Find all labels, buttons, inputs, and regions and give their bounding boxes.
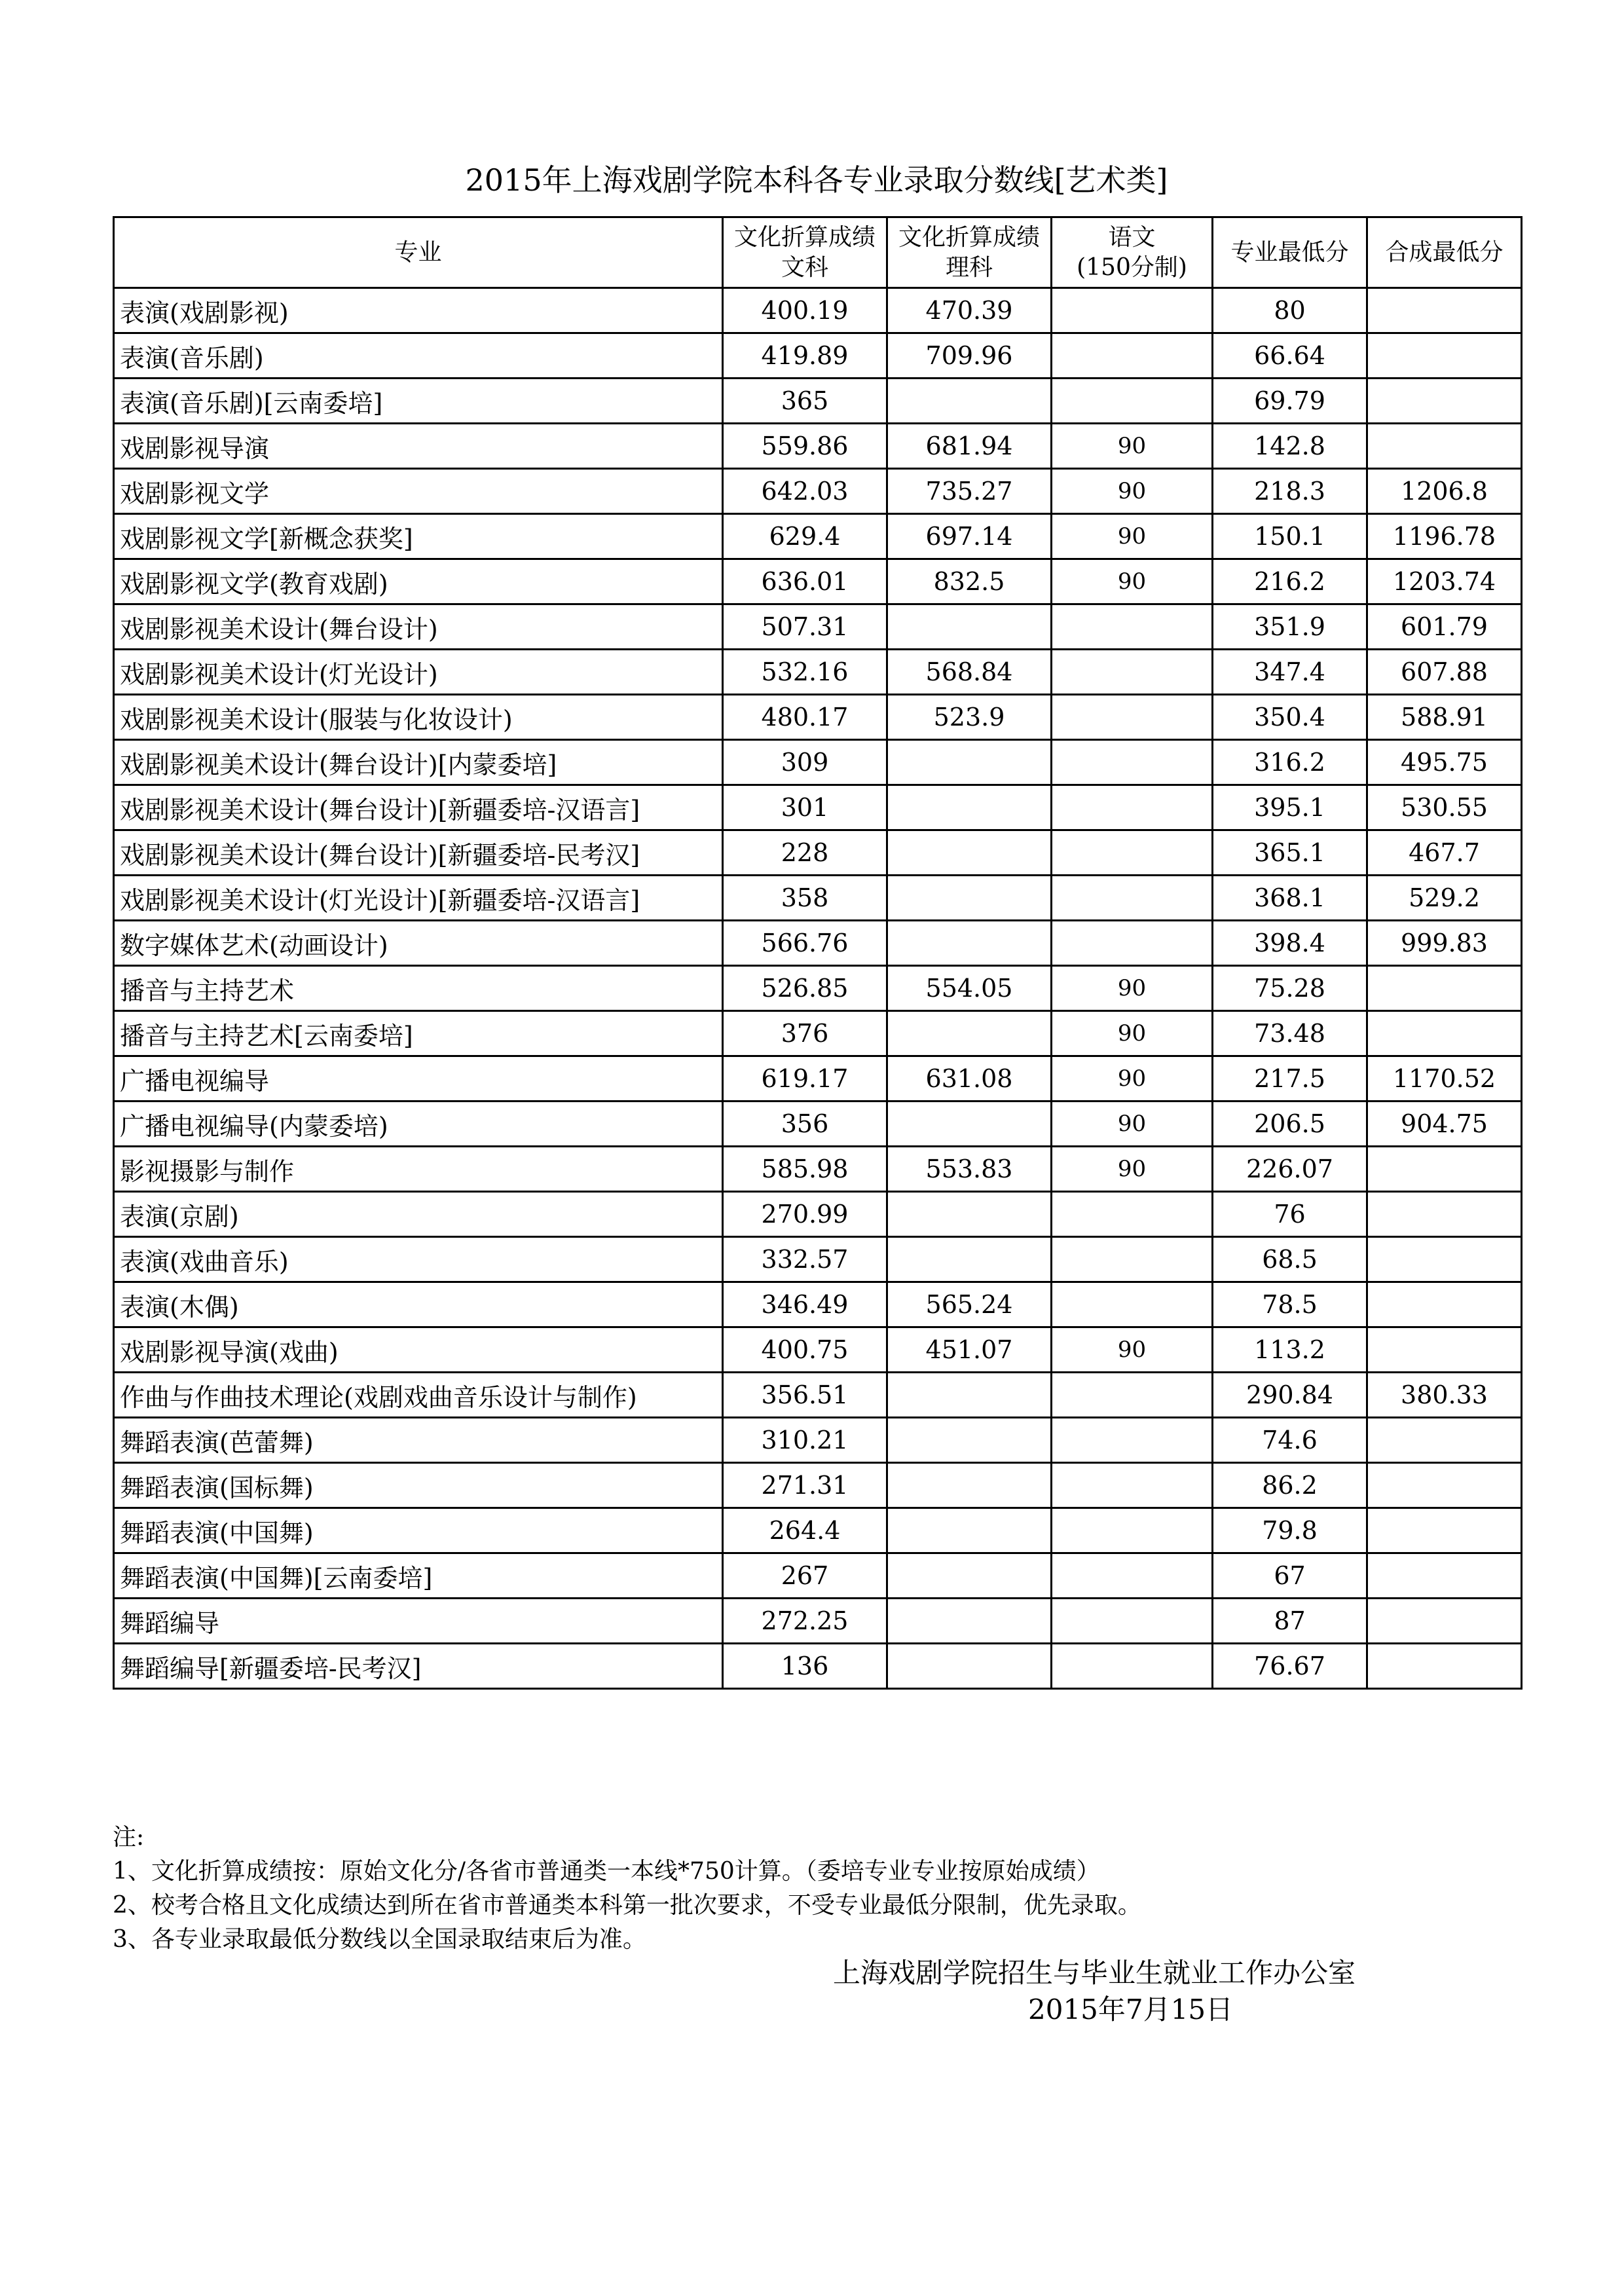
cell-like-score [887, 785, 1052, 830]
cell-major-min: 76.67 [1213, 1644, 1367, 1689]
cell-major-min: 87 [1213, 1599, 1367, 1644]
cell-wenke-score: 419.89 [723, 333, 887, 379]
table-row [114, 559, 1522, 604]
table-row [114, 1011, 1522, 1056]
cell-like-score: 832.5 [887, 559, 1052, 604]
table-row [114, 333, 1522, 379]
cell-combined-min: 601.79 [1367, 604, 1522, 650]
cell-major: 戏剧影视美术设计(灯光设计)[新疆委培-汉语言] [114, 876, 723, 921]
table-row [114, 1282, 1522, 1327]
cell-chinese-score [1052, 740, 1213, 785]
cell-major-min: 76 [1213, 1192, 1367, 1237]
cell-major-min: 350.4 [1213, 695, 1367, 740]
cell-combined-min [1367, 1644, 1522, 1689]
header-like-score: 文化折算成绩 理科 [887, 217, 1052, 288]
cell-wenke-score: 636.01 [723, 559, 887, 604]
cell-major: 舞蹈表演(芭蕾舞) [114, 1418, 723, 1463]
cell-chinese-score [1052, 830, 1213, 876]
cell-major: 表演(音乐剧) [114, 333, 723, 379]
cell-like-score [887, 740, 1052, 785]
cell-major: 舞蹈编导 [114, 1599, 723, 1644]
page-title: 2015年上海戏剧学院本科各专业录取分数线[艺术类] [465, 162, 1168, 198]
cell-major-min: 398.4 [1213, 921, 1367, 966]
cell-major-min: 80 [1213, 288, 1367, 333]
cell-chinese-score [1052, 1237, 1213, 1282]
cell-wenke-score: 271.31 [723, 1463, 887, 1508]
cell-major-min: 113.2 [1213, 1327, 1367, 1373]
cell-major: 戏剧影视文学[新概念获奖] [114, 514, 723, 559]
table-row [114, 1508, 1522, 1553]
cell-combined-min [1367, 1192, 1522, 1237]
cell-chinese-score: 90 [1052, 1011, 1213, 1056]
cell-chinese-score: 90 [1052, 514, 1213, 559]
cell-major-min: 75.28 [1213, 966, 1367, 1011]
cell-combined-min: 607.88 [1367, 650, 1522, 695]
cell-combined-min [1367, 1237, 1522, 1282]
cell-wenke-score: 559.86 [723, 424, 887, 469]
table-row [114, 650, 1522, 695]
cell-like-score [887, 1644, 1052, 1689]
cell-combined-min [1367, 1011, 1522, 1056]
cell-like-score [887, 1102, 1052, 1147]
table-row [114, 695, 1522, 740]
cell-wenke-score: 301 [723, 785, 887, 830]
table-header-row [114, 217, 1522, 288]
cell-combined-min [1367, 288, 1522, 333]
table-row [114, 288, 1522, 333]
table-row [114, 1327, 1522, 1373]
cell-major-min: 86.2 [1213, 1463, 1367, 1508]
table-row [114, 1192, 1522, 1237]
cell-major: 戏剧影视导演(戏曲) [114, 1327, 723, 1373]
cell-major: 表演(戏剧影视) [114, 288, 723, 333]
cell-like-score: 697.14 [887, 514, 1052, 559]
cell-combined-min [1367, 1418, 1522, 1463]
cell-like-score: 681.94 [887, 424, 1052, 469]
header-major: 专业 [114, 217, 723, 288]
cell-like-score [887, 1237, 1052, 1282]
cell-chinese-score [1052, 1418, 1213, 1463]
cell-major: 表演(京剧) [114, 1192, 723, 1237]
table-row [114, 604, 1522, 650]
cell-combined-min [1367, 1599, 1522, 1644]
cell-like-score [887, 1373, 1052, 1418]
cell-like-score: 451.07 [887, 1327, 1052, 1373]
cell-wenke-score: 526.85 [723, 966, 887, 1011]
cell-chinese-score [1052, 604, 1213, 650]
cell-like-score [887, 1599, 1052, 1644]
cell-major-min: 68.5 [1213, 1237, 1367, 1282]
cell-chinese-score [1052, 1553, 1213, 1599]
cell-chinese-score: 90 [1052, 1102, 1213, 1147]
cell-combined-min [1367, 1553, 1522, 1599]
table-row [114, 1373, 1522, 1418]
cell-wenke-score: 267 [723, 1553, 887, 1599]
cell-major: 舞蹈编导[新疆委培-民考汉] [114, 1644, 723, 1689]
cell-wenke-score: 480.17 [723, 695, 887, 740]
cell-chinese-score [1052, 785, 1213, 830]
table-row [114, 469, 1522, 514]
cell-combined-min: 999.83 [1367, 921, 1522, 966]
cell-like-score [887, 830, 1052, 876]
cell-wenke-score: 272.25 [723, 1599, 887, 1644]
cell-combined-min [1367, 1282, 1522, 1327]
cell-chinese-score [1052, 1508, 1213, 1553]
table-row [114, 1418, 1522, 1463]
cell-major-min: 365.1 [1213, 830, 1367, 876]
header-wenke-score: 文化折算成绩 文科 [723, 217, 887, 288]
cell-major: 戏剧影视美术设计(服装与化妆设计) [114, 695, 723, 740]
cell-wenke-score: 346.49 [723, 1282, 887, 1327]
table-row [114, 1056, 1522, 1102]
cell-major: 戏剧影视美术设计(舞台设计)[内蒙委培] [114, 740, 723, 785]
cell-major-min: 218.3 [1213, 469, 1367, 514]
cell-wenke-score: 356 [723, 1102, 887, 1147]
cell-major: 作曲与作曲技术理论(戏剧戏曲音乐设计与制作) [114, 1373, 723, 1418]
cell-major-min: 290.84 [1213, 1373, 1367, 1418]
cell-chinese-score: 90 [1052, 966, 1213, 1011]
table-row [114, 424, 1522, 469]
cell-like-score [887, 921, 1052, 966]
table-row [114, 830, 1522, 876]
cell-major: 戏剧影视美术设计(灯光设计) [114, 650, 723, 695]
cell-wenke-score: 136 [723, 1644, 887, 1689]
cell-like-score [887, 1192, 1052, 1237]
cell-like-score [887, 1508, 1052, 1553]
cell-major: 广播电视编导 [114, 1056, 723, 1102]
cell-major-min: 217.5 [1213, 1056, 1367, 1102]
cell-major: 舞蹈表演(中国舞) [114, 1508, 723, 1553]
cell-major-min: 395.1 [1213, 785, 1367, 830]
table-row [114, 966, 1522, 1011]
cell-major: 戏剧影视美术设计(舞台设计)[新疆委培-民考汉] [114, 830, 723, 876]
cell-major-min: 316.2 [1213, 740, 1367, 785]
header-major-min: 专业最低分 [1213, 217, 1367, 288]
table-row [114, 740, 1522, 785]
cell-major-min: 216.2 [1213, 559, 1367, 604]
cell-wenke-score: 332.57 [723, 1237, 887, 1282]
cell-combined-min [1367, 1147, 1522, 1192]
cell-chinese-score: 90 [1052, 424, 1213, 469]
cell-wenke-score: 310.21 [723, 1418, 887, 1463]
cell-chinese-score [1052, 333, 1213, 379]
cell-like-score [887, 1418, 1052, 1463]
table-row [114, 1237, 1522, 1282]
table-row [114, 1644, 1522, 1689]
issuing-office: 上海戏剧学院招生与毕业生就业工作办公室 [833, 1957, 1356, 1989]
cell-major-min: 206.5 [1213, 1102, 1367, 1147]
cell-major: 广播电视编导(内蒙委培) [114, 1102, 723, 1147]
cell-like-score: 568.84 [887, 650, 1052, 695]
table-body [114, 288, 1522, 1689]
cell-major: 舞蹈表演(中国舞)[云南委培] [114, 1553, 723, 1599]
table-row [114, 785, 1522, 830]
cell-chinese-score: 90 [1052, 1147, 1213, 1192]
cell-major-min: 73.48 [1213, 1011, 1367, 1056]
cell-chinese-score [1052, 1282, 1213, 1327]
cell-major-min: 226.07 [1213, 1147, 1367, 1192]
cell-combined-min [1367, 1463, 1522, 1508]
cell-major: 戏剧影视导演 [114, 424, 723, 469]
cell-wenke-score: 264.4 [723, 1508, 887, 1553]
cell-chinese-score [1052, 921, 1213, 966]
cell-major: 戏剧影视文学 [114, 469, 723, 514]
cell-wenke-score: 365 [723, 379, 887, 424]
admission-score-table [113, 216, 1522, 1690]
notes-heading: 注: [113, 1824, 145, 1851]
cell-combined-min: 904.75 [1367, 1102, 1522, 1147]
cell-wenke-score: 507.31 [723, 604, 887, 650]
cell-chinese-score [1052, 1192, 1213, 1237]
header-combined-min: 合成最低分 [1367, 217, 1522, 288]
cell-major: 播音与主持艺术 [114, 966, 723, 1011]
table-row [114, 1102, 1522, 1147]
cell-major-min: 351.9 [1213, 604, 1367, 650]
cell-wenke-score: 619.17 [723, 1056, 887, 1102]
cell-major: 表演(音乐剧)[云南委培] [114, 379, 723, 424]
cell-major-min: 78.5 [1213, 1282, 1367, 1327]
cell-major-min: 79.8 [1213, 1508, 1367, 1553]
table-row [114, 1553, 1522, 1599]
table-row [114, 514, 1522, 559]
cell-major-min: 142.8 [1213, 424, 1367, 469]
cell-combined-min [1367, 424, 1522, 469]
cell-like-score: 470.39 [887, 288, 1052, 333]
cell-wenke-score: 629.4 [723, 514, 887, 559]
cell-chinese-score [1052, 288, 1213, 333]
cell-wenke-score: 566.76 [723, 921, 887, 966]
cell-chinese-score [1052, 1463, 1213, 1508]
table-row [114, 379, 1522, 424]
cell-combined-min [1367, 966, 1522, 1011]
cell-major: 戏剧影视美术设计(舞台设计) [114, 604, 723, 650]
cell-combined-min: 588.91 [1367, 695, 1522, 740]
cell-wenke-score: 585.98 [723, 1147, 887, 1192]
cell-major: 舞蹈表演(国标舞) [114, 1463, 723, 1508]
cell-major: 戏剧影视文学(教育戏剧) [114, 559, 723, 604]
cell-major: 影视摄影与制作 [114, 1147, 723, 1192]
cell-chinese-score: 90 [1052, 1327, 1213, 1373]
signature-block [833, 1955, 1422, 2028]
cell-combined-min [1367, 333, 1522, 379]
cell-wenke-score: 356.51 [723, 1373, 887, 1418]
cell-combined-min: 1206.8 [1367, 469, 1522, 514]
cell-wenke-score: 400.19 [723, 288, 887, 333]
cell-wenke-score: 642.03 [723, 469, 887, 514]
cell-major-min: 66.64 [1213, 333, 1367, 379]
cell-combined-min: 1196.78 [1367, 514, 1522, 559]
cell-major: 表演(木偶) [114, 1282, 723, 1327]
table-row [114, 921, 1522, 966]
cell-combined-min: 1170.52 [1367, 1056, 1522, 1102]
cell-chinese-score: 90 [1052, 559, 1213, 604]
cell-combined-min: 529.2 [1367, 876, 1522, 921]
cell-combined-min: 1203.74 [1367, 559, 1522, 604]
cell-like-score: 565.24 [887, 1282, 1052, 1327]
cell-major: 播音与主持艺术[云南委培] [114, 1011, 723, 1056]
cell-wenke-score: 270.99 [723, 1192, 887, 1237]
cell-chinese-score [1052, 1599, 1213, 1644]
cell-like-score [887, 379, 1052, 424]
cell-chinese-score [1052, 650, 1213, 695]
cell-like-score [887, 1553, 1052, 1599]
cell-major: 数字媒体艺术(动画设计) [114, 921, 723, 966]
cell-major: 戏剧影视美术设计(舞台设计)[新疆委培-汉语言] [114, 785, 723, 830]
table-row [114, 1463, 1522, 1508]
cell-combined-min [1367, 1327, 1522, 1373]
cell-major-min: 347.4 [1213, 650, 1367, 695]
cell-major-min: 74.6 [1213, 1418, 1367, 1463]
cell-major-min: 150.1 [1213, 514, 1367, 559]
cell-major-min: 69.79 [1213, 379, 1367, 424]
cell-major-min: 67 [1213, 1553, 1367, 1599]
note-item: 3、各专业录取最低分数线以全国录取结束后为准。 [113, 1926, 646, 1953]
cell-combined-min [1367, 379, 1522, 424]
cell-major-min: 368.1 [1213, 876, 1367, 921]
cell-wenke-score: 358 [723, 876, 887, 921]
notes-section [113, 1821, 1521, 1957]
cell-like-score [887, 1463, 1052, 1508]
cell-chinese-score: 90 [1052, 1056, 1213, 1102]
table-row [114, 876, 1522, 921]
cell-combined-min: 530.55 [1367, 785, 1522, 830]
note-item: 1、文化折算成绩按：原始文化分/各省市普通类一本线*750计算。（委培专业专业按原始成绩） [113, 1858, 1100, 1885]
cell-combined-min: 495.75 [1367, 740, 1522, 785]
cell-like-score [887, 604, 1052, 650]
cell-combined-min: 467.7 [1367, 830, 1522, 876]
cell-like-score: 709.96 [887, 333, 1052, 379]
cell-like-score [887, 1011, 1052, 1056]
table-row [114, 1147, 1522, 1192]
cell-chinese-score [1052, 695, 1213, 740]
cell-wenke-score: 309 [723, 740, 887, 785]
cell-chinese-score: 90 [1052, 469, 1213, 514]
cell-chinese-score [1052, 1644, 1213, 1689]
table-row [114, 1599, 1522, 1644]
cell-combined-min [1367, 1508, 1522, 1553]
cell-chinese-score [1052, 1373, 1213, 1418]
cell-wenke-score: 228 [723, 830, 887, 876]
cell-like-score: 523.9 [887, 695, 1052, 740]
cell-chinese-score [1052, 379, 1213, 424]
cell-like-score: 631.08 [887, 1056, 1052, 1102]
cell-wenke-score: 400.75 [723, 1327, 887, 1373]
cell-major: 表演(戏曲音乐) [114, 1237, 723, 1282]
header-chinese-score: 语文 (150分制) [1052, 217, 1213, 288]
cell-like-score: 554.05 [887, 966, 1052, 1011]
cell-like-score [887, 876, 1052, 921]
cell-like-score: 553.83 [887, 1147, 1052, 1192]
cell-chinese-score [1052, 876, 1213, 921]
cell-like-score: 735.27 [887, 469, 1052, 514]
issue-date: 2015年7月15日 [1028, 1993, 1234, 2026]
cell-wenke-score: 376 [723, 1011, 887, 1056]
cell-wenke-score: 532.16 [723, 650, 887, 695]
note-item: 2、校考合格且文化成绩达到所在省市普通类本科第一批次要求，不受专业最低分限制，优先录取。 [113, 1892, 1141, 1919]
cell-combined-min: 380.33 [1367, 1373, 1522, 1418]
